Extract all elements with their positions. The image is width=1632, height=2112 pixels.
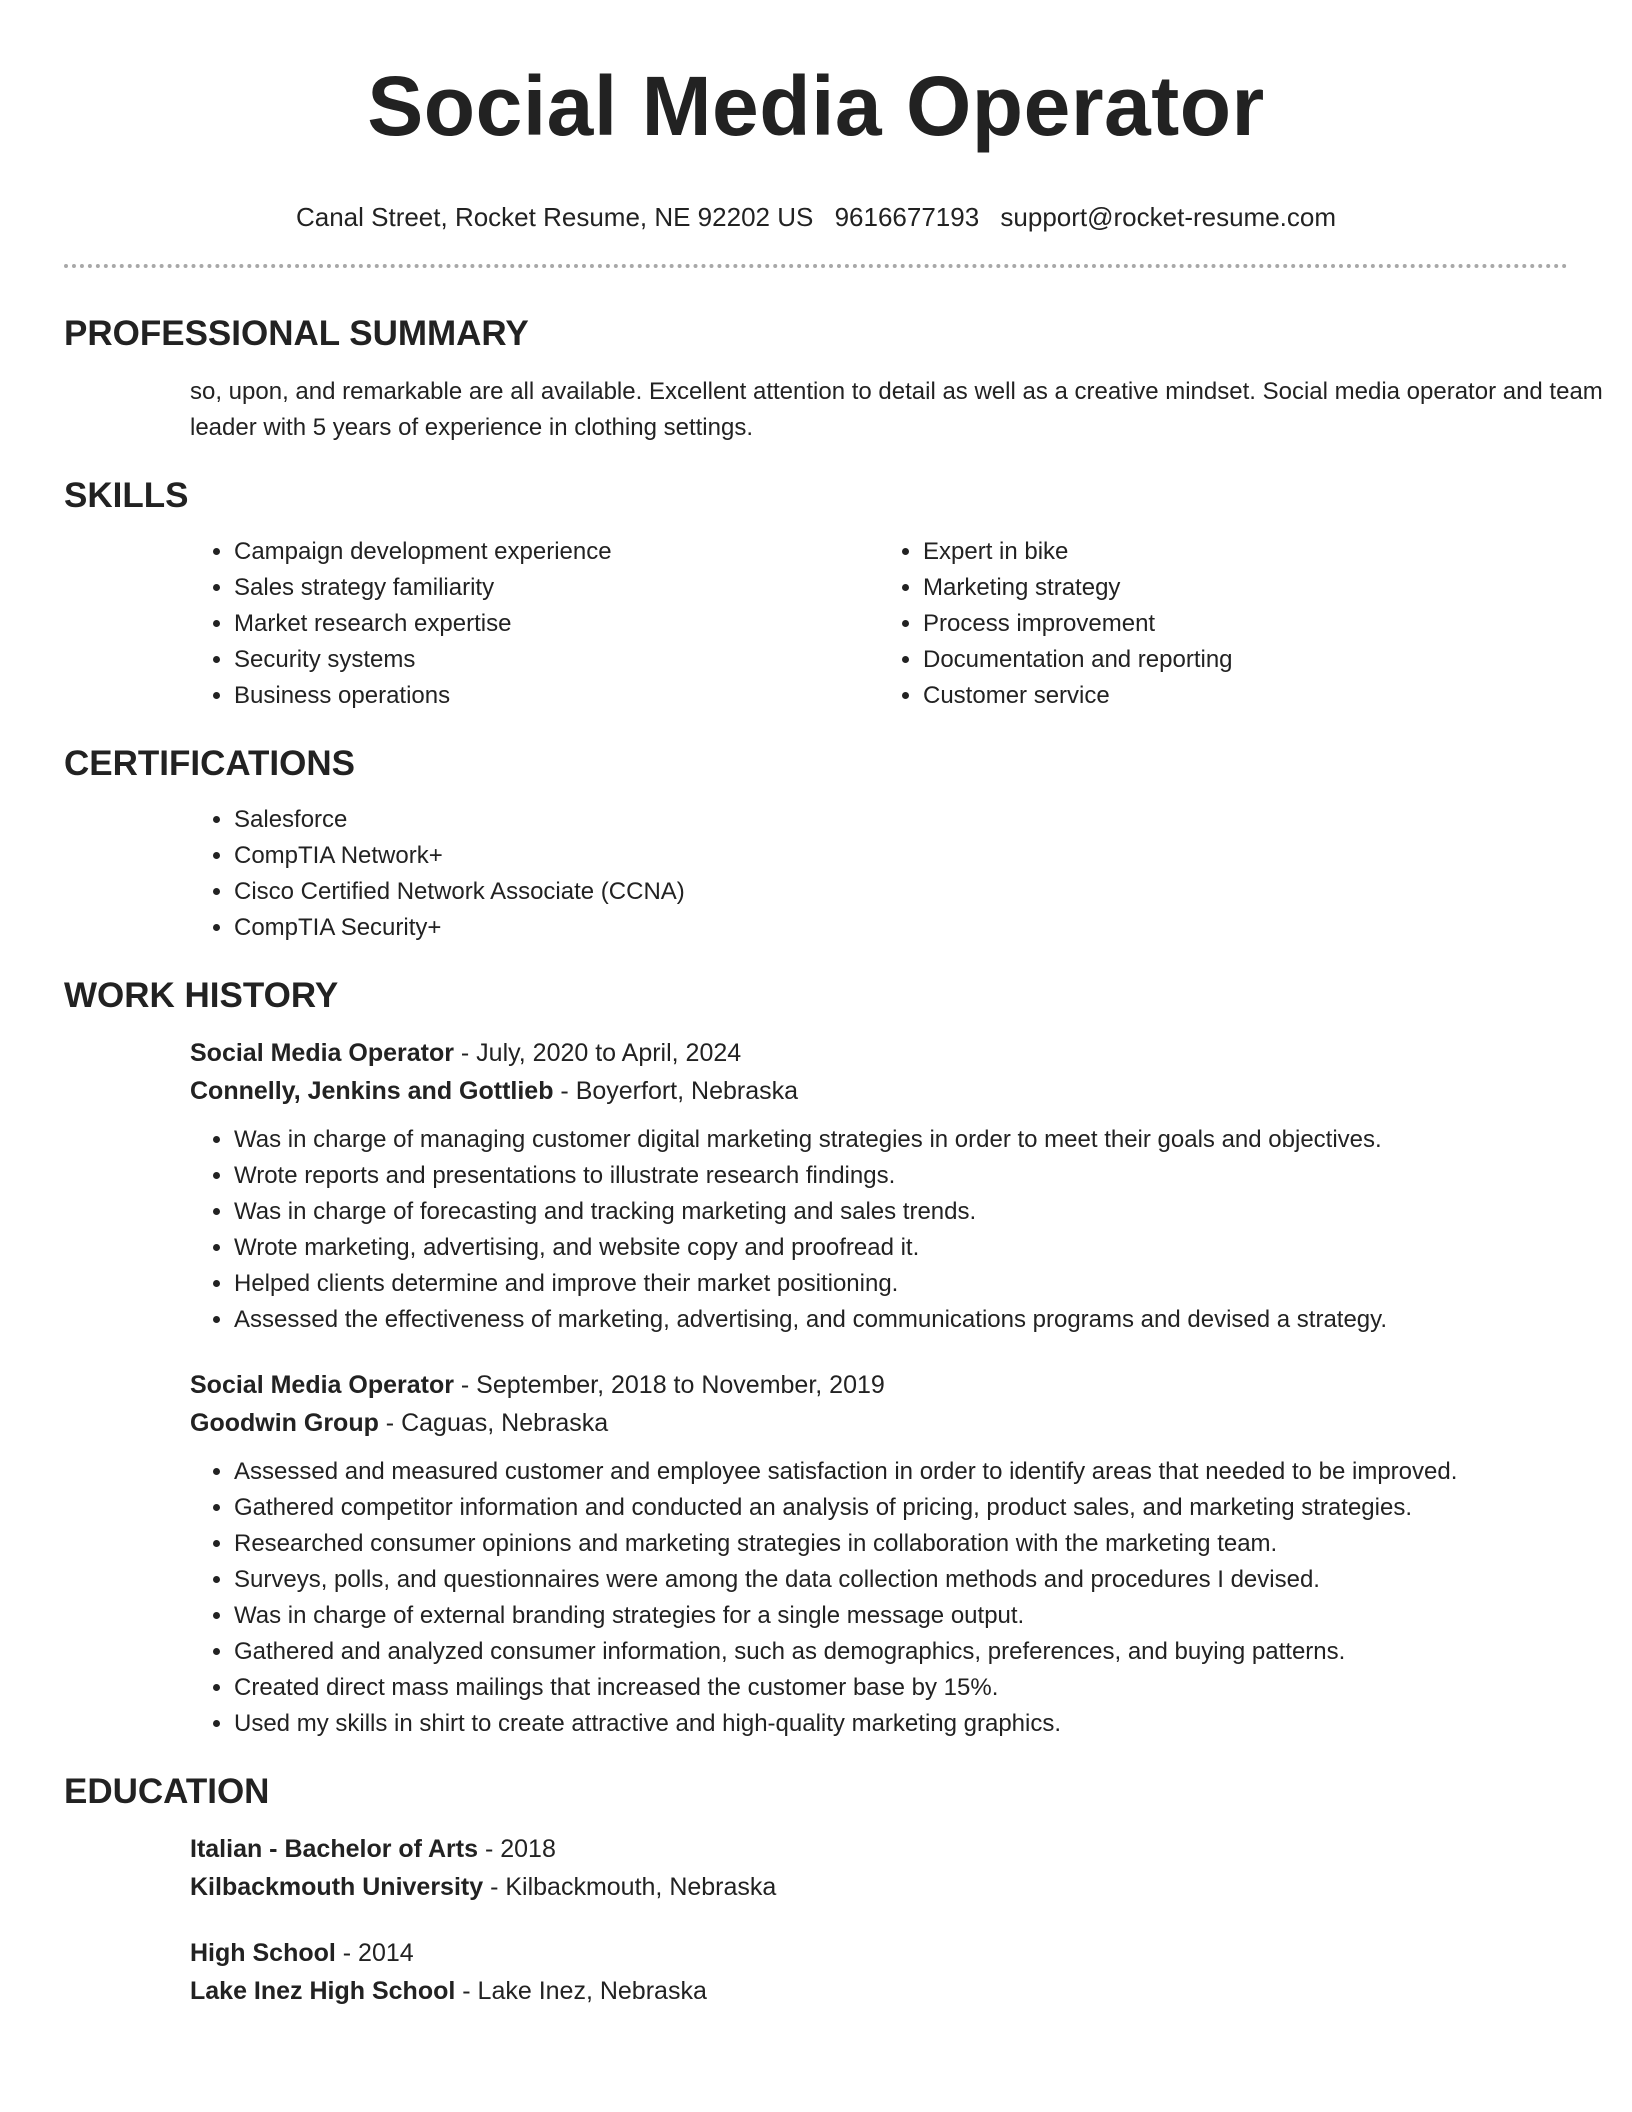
education-degree-line: [190, 1934, 1568, 1972]
contact-phone: 9616677193: [834, 202, 980, 232]
work-history-title: WORK HISTORY: [64, 976, 339, 1015]
education-school: Kilbackmouth University: [190, 1873, 484, 1901]
job-entry: [190, 1366, 1568, 1742]
list-item: • Wrote reports and presentations to illustrate research findings.: [234, 1158, 1568, 1194]
list-item: • CompTIA Security+: [234, 910, 1568, 946]
contact-line: [64, 200, 1568, 234]
education-school-line: [190, 1868, 1568, 1906]
certifications-list: [190, 802, 1568, 946]
list-item: • CompTIA Network+: [234, 838, 1568, 874]
candidate-name: Social Media Operator: [367, 59, 1265, 153]
list-item: • Business operations: [234, 678, 879, 714]
skills-right-list: [879, 534, 1568, 714]
list-item: • Process improvement: [923, 606, 1568, 642]
list-item: • Assessed the effectiveness of marketing, advertising, and communications programs and devised a strategy.: [234, 1302, 1568, 1338]
education-body: [190, 1830, 1568, 2010]
skills-section: [64, 474, 1568, 714]
contact-email: support@rocket-resume.com: [1000, 202, 1337, 232]
list-item: • Campaign development experience: [234, 534, 879, 570]
list-item: • Was in charge of forecasting and tracking marketing and sales trends.: [234, 1194, 1568, 1230]
education-section: [64, 1770, 1568, 2010]
education-year: - 2018: [478, 1835, 556, 1863]
job-role: Social Media Operator: [190, 1371, 454, 1399]
work-history-section: [64, 974, 1568, 1742]
job-location: - Boyerfort, Nebraska: [553, 1077, 799, 1105]
list-item: • Helped clients determine and improve their market positioning.: [234, 1266, 1568, 1302]
education-degree: High School: [190, 1939, 336, 1967]
certifications-title: CERTIFICATIONS: [64, 744, 356, 783]
job-role-line: [190, 1366, 1568, 1404]
list-item: • Created direct mass mailings that increased the customer base by 15%.: [234, 1670, 1568, 1706]
job-company-line: [190, 1404, 1568, 1442]
education-school-line: [190, 1972, 1568, 2010]
skills-columns: [190, 534, 1568, 714]
job-company: Connelly, Jenkins and Gottlieb: [190, 1077, 554, 1105]
list-item: • Was in charge of external branding strategies for a single message output.: [234, 1598, 1568, 1634]
job-role: Social Media Operator: [190, 1039, 454, 1067]
list-item: • Expert in bike: [923, 534, 1568, 570]
list-item: • Used my skills in shirt to create attractive and high-quality marketing graphics.: [234, 1706, 1568, 1742]
list-item: • Cisco Certified Network Associate (CCNA): [234, 874, 1568, 910]
education-entry: [190, 1830, 1568, 1906]
list-item: • Sales strategy familiarity: [234, 570, 879, 606]
list-item: • Was in charge of managing customer digital marketing strategies in order to meet their goals and objectives.: [234, 1122, 1568, 1158]
list-item: • Customer service: [923, 678, 1568, 714]
work-history-body: [190, 1034, 1568, 1742]
list-item: • Researched consumer opinions and marketing strategies in collaboration with the marketing team.: [234, 1526, 1568, 1562]
summary-text: so, upon, and remarkable are all available. Excellent attention to detail as well as a creative mindset. Social media operator and team leader with 5 years of experience in clothing settings.: [190, 378, 1603, 441]
education-location: - Lake Inez, Nebraska: [455, 1977, 707, 2005]
job-company: Goodwin Group: [190, 1409, 379, 1437]
list-item: • Gathered and analyzed consumer information, such as demographics, preferences, and buying patterns.: [234, 1634, 1568, 1670]
education-school: Lake Inez High School: [190, 1977, 456, 2005]
education-location: - Kilbackmouth, Nebraska: [483, 1873, 777, 1901]
certifications-section: [64, 742, 1568, 946]
job-bullets: [190, 1122, 1568, 1338]
education-entry: [190, 1934, 1568, 2010]
list-item: • Gathered competitor information and conducted an analysis of pricing, product sales, and marketing strategies.: [234, 1490, 1568, 1526]
list-item: • Marketing strategy: [923, 570, 1568, 606]
education-title: EDUCATION: [64, 1772, 270, 1811]
education-degree-line: [190, 1830, 1568, 1868]
job-bullets: [190, 1454, 1568, 1742]
job-location: - Caguas, Nebraska: [378, 1409, 609, 1437]
header-divider: [64, 264, 1568, 268]
list-item: • Salesforce: [234, 802, 1568, 838]
job-dates: - July, 2020 to April, 2024: [453, 1039, 742, 1067]
job-entry: [190, 1034, 1568, 1338]
job-company-line: [190, 1072, 1568, 1110]
job-role-line: [190, 1034, 1568, 1072]
list-item: • Security systems: [234, 642, 879, 678]
list-item: • Assessed and measured customer and employee satisfaction in order to identify areas that needed to be improved.: [234, 1454, 1568, 1490]
skills-left-list: [190, 534, 879, 714]
list-item: • Documentation and reporting: [923, 642, 1568, 678]
certifications-body: [190, 802, 1568, 946]
list-item: • Market research expertise: [234, 606, 879, 642]
summary-title: PROFESSIONAL SUMMARY: [64, 314, 529, 353]
list-item: • Wrote marketing, advertising, and website copy and proofread it.: [234, 1230, 1568, 1266]
contact-address: Canal Street, Rocket Resume, NE 92202 US: [295, 202, 814, 232]
job-dates: - September, 2018 to November, 2019: [453, 1371, 885, 1399]
summary-section: [64, 312, 1603, 446]
education-year: - 2014: [335, 1939, 414, 1967]
education-degree: Italian - Bachelor of Arts: [190, 1835, 479, 1863]
skills-title: SKILLS: [64, 476, 189, 515]
list-item: • Surveys, polls, and questionnaires were among the data collection methods and procedures I devised.: [234, 1562, 1568, 1598]
